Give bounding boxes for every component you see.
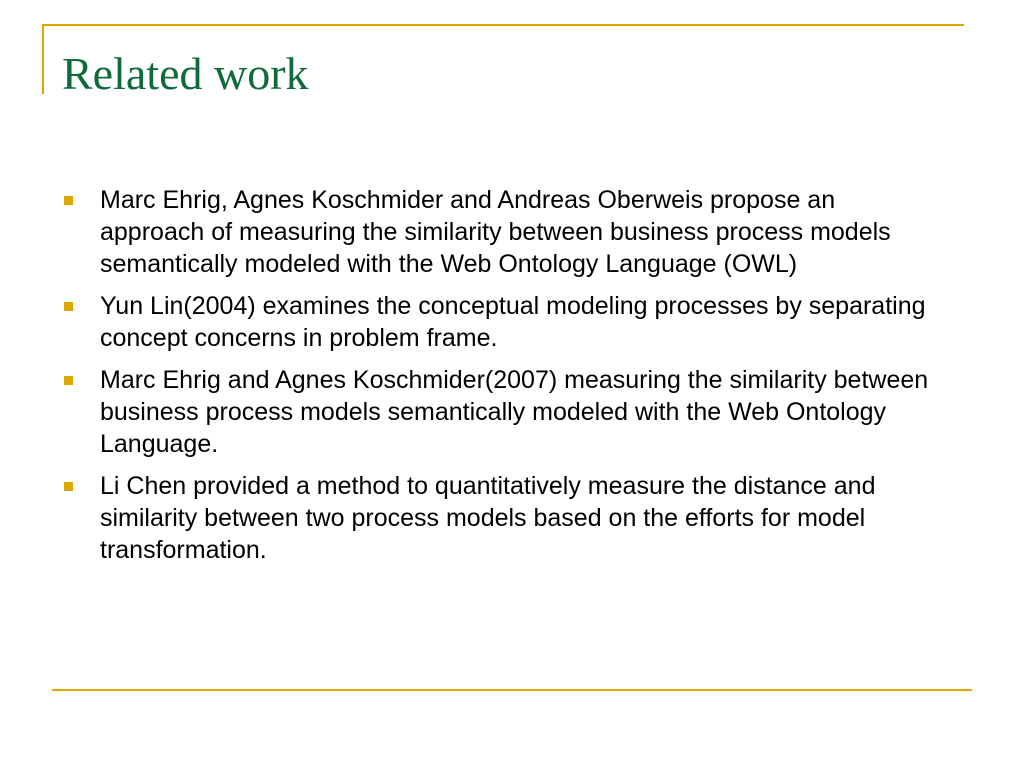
square-bullet-icon [64,302,73,311]
square-bullet-icon [64,376,73,385]
bullet-text: Li Chen provided a method to quantitatively measure the distance and similarity between two process models based on the efforts for model transformation. [100,472,876,564]
top-border-line [42,24,964,26]
bullet-item [64,470,944,566]
bullet-text: Marc Ehrig and Agnes Koschmider(2007) measuring the similarity between business process models semantically modeled with the Web Ontology Language. [100,366,929,458]
square-bullet-icon [64,482,73,491]
slide-title: Related work [62,48,309,99]
bullet-item [64,364,944,460]
bullet-item [64,184,944,280]
bullet-item [64,290,944,354]
bullet-list [64,184,944,576]
square-bullet-icon [64,196,73,205]
bullet-text: Marc Ehrig, Agnes Koschmider and Andreas Oberweis propose an approach of measuring the similarity between business process models semantically modeled with the Web Ontology Language (OWL) [100,186,891,278]
bullet-text: Yun Lin(2004) examines the conceptual modeling processes by separating concept concerns in problem frame. [100,292,926,352]
bottom-border-line [52,689,972,691]
left-border-line [42,24,44,94]
